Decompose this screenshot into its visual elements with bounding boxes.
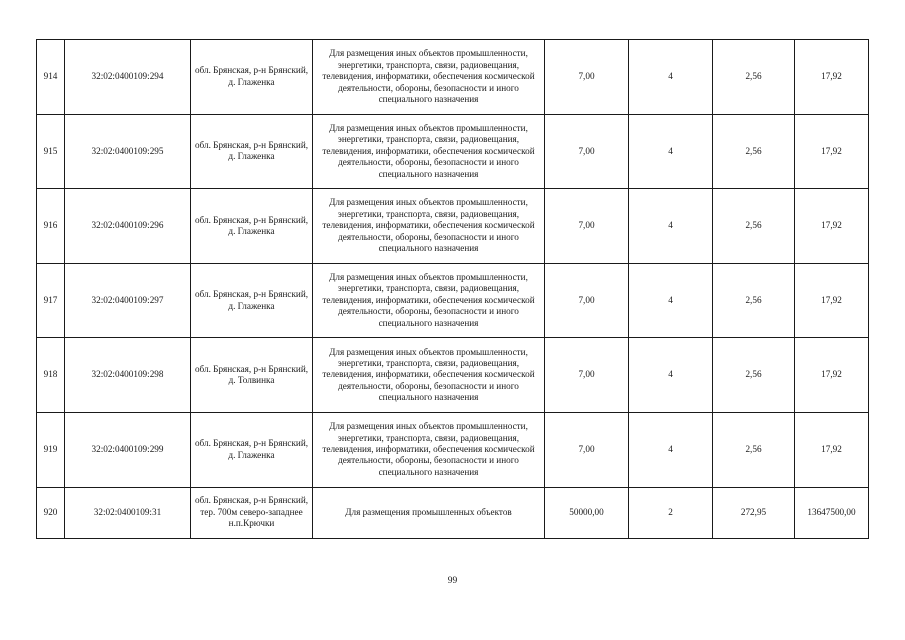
permitted-use-text: Для размещения иных объектов промышленности, энергетики, транспорта, связи, радиовещания, телевидения, информатики, обеспечения космической деятельности, обороны, безопасности и иного специального назначения: [322, 197, 535, 254]
permitted-use: [313, 338, 545, 413]
group: 4: [629, 114, 713, 189]
table-row: [37, 40, 869, 115]
row-number: 917: [37, 263, 65, 338]
area: 7,00: [545, 189, 629, 264]
address: обл. Брянская, р-н Брянский, тер. 700м северо-западнее н.п.Крючки: [191, 487, 313, 538]
address: обл. Брянская, р-н Брянский, д. Глаженка: [191, 40, 313, 115]
cadastral-value: 17,92: [795, 189, 869, 264]
row-number: 920: [37, 487, 65, 538]
specific-value: 2,56: [713, 40, 795, 115]
cadastral-number: 32:02:0400109:294: [65, 40, 191, 115]
permitted-use: [313, 114, 545, 189]
specific-value: 272,95: [713, 487, 795, 538]
permitted-use: [313, 40, 545, 115]
permitted-use-text: Для размещения иных объектов промышленности, энергетики, транспорта, связи, радиовещания, телевидения, информатики, обеспечения космической деятельности, обороны, безопасности и иного специального назначения: [322, 48, 535, 104]
group: 4: [629, 40, 713, 115]
cadastral-value: 17,92: [795, 412, 869, 487]
permitted-use: [313, 189, 545, 264]
permitted-use: [313, 412, 545, 487]
specific-value: 2,56: [713, 263, 795, 338]
permitted-use: [313, 487, 545, 538]
permitted-use: [313, 263, 545, 338]
table-row: [37, 114, 869, 189]
group: 4: [629, 263, 713, 338]
cadastral-value: 17,92: [795, 263, 869, 338]
specific-value: 2,56: [713, 114, 795, 189]
group: 4: [629, 189, 713, 264]
group: 4: [629, 412, 713, 487]
group: 2: [629, 487, 713, 538]
table-row: [37, 487, 869, 538]
area: 50000,00: [545, 487, 629, 538]
cadastral-number: 32:02:0400109:295: [65, 114, 191, 189]
address: обл. Брянская, р-н Брянский, д. Глаженка: [191, 189, 313, 264]
cadastral-value: 17,92: [795, 40, 869, 115]
row-number: 918: [37, 338, 65, 413]
table-row: [37, 338, 869, 413]
permitted-use-text: Для размещения промышленных объектов: [345, 506, 512, 517]
specific-value: 2,56: [713, 189, 795, 264]
permitted-use-text: Для размещения иных объектов промышленности, энергетики, транспорта, связи, радиовещания, телевидения, информатики, обеспечения космической деятельности, обороны, безопасности и иного специального назначения: [322, 122, 535, 179]
specific-value: 2,56: [713, 412, 795, 487]
specific-value: 2,56: [713, 338, 795, 413]
land-plots-table: [36, 39, 869, 539]
page-number: 99: [447, 576, 458, 586]
permitted-use-text: Для размещения иных объектов промышленности, энергетики, транспорта, связи, радиовещания, телевидения, информатики, обеспечения космической деятельности, обороны, безопасности и иного специального назначения: [322, 272, 535, 328]
cadastral-number: 32:02:0400109:298: [65, 338, 191, 413]
row-number: 914: [37, 40, 65, 115]
area: 7,00: [545, 40, 629, 115]
area: 7,00: [545, 114, 629, 189]
row-number: 919: [37, 412, 65, 487]
cadastral-value: 13647500,00: [795, 487, 869, 538]
row-number: 916: [37, 189, 65, 264]
group: 4: [629, 338, 713, 413]
cadastral-number: 32:02:0400109:296: [65, 189, 191, 264]
table-row: [37, 189, 869, 264]
permitted-use-text: Для размещения иных объектов промышленности, энергетики, транспорта, связи, радиовещания, телевидения, информатики, обеспечения космической деятельности, обороны, безопасности и иного специального назначения: [322, 346, 535, 403]
area: 7,00: [545, 263, 629, 338]
table-row: [37, 263, 869, 338]
permitted-use-text: Для размещения иных объектов промышленности, энергетики, транспорта, связи, радиовещания, телевидения, информатики, обеспечения космической деятельности, обороны, безопасности и иного специального назначения: [322, 421, 535, 477]
cadastral-number: 32:02:0400109:31: [65, 487, 191, 538]
area: 7,00: [545, 412, 629, 487]
cadastral-value: 17,92: [795, 114, 869, 189]
cadastral-number: 32:02:0400109:299: [65, 412, 191, 487]
cadastral-value: 17,92: [795, 338, 869, 413]
address: обл. Брянская, р-н Брянский, д. Глаженка: [191, 412, 313, 487]
table-row: [37, 412, 869, 487]
row-number: 915: [37, 114, 65, 189]
cadastral-number: 32:02:0400109:297: [65, 263, 191, 338]
address: обл. Брянская, р-н Брянский, д. Глаженка: [191, 263, 313, 338]
address: обл. Брянская, р-н Брянский, д. Глаженка: [191, 114, 313, 189]
area: 7,00: [545, 338, 629, 413]
address: обл. Брянская, р-н Брянский, д. Толвинка: [191, 338, 313, 413]
